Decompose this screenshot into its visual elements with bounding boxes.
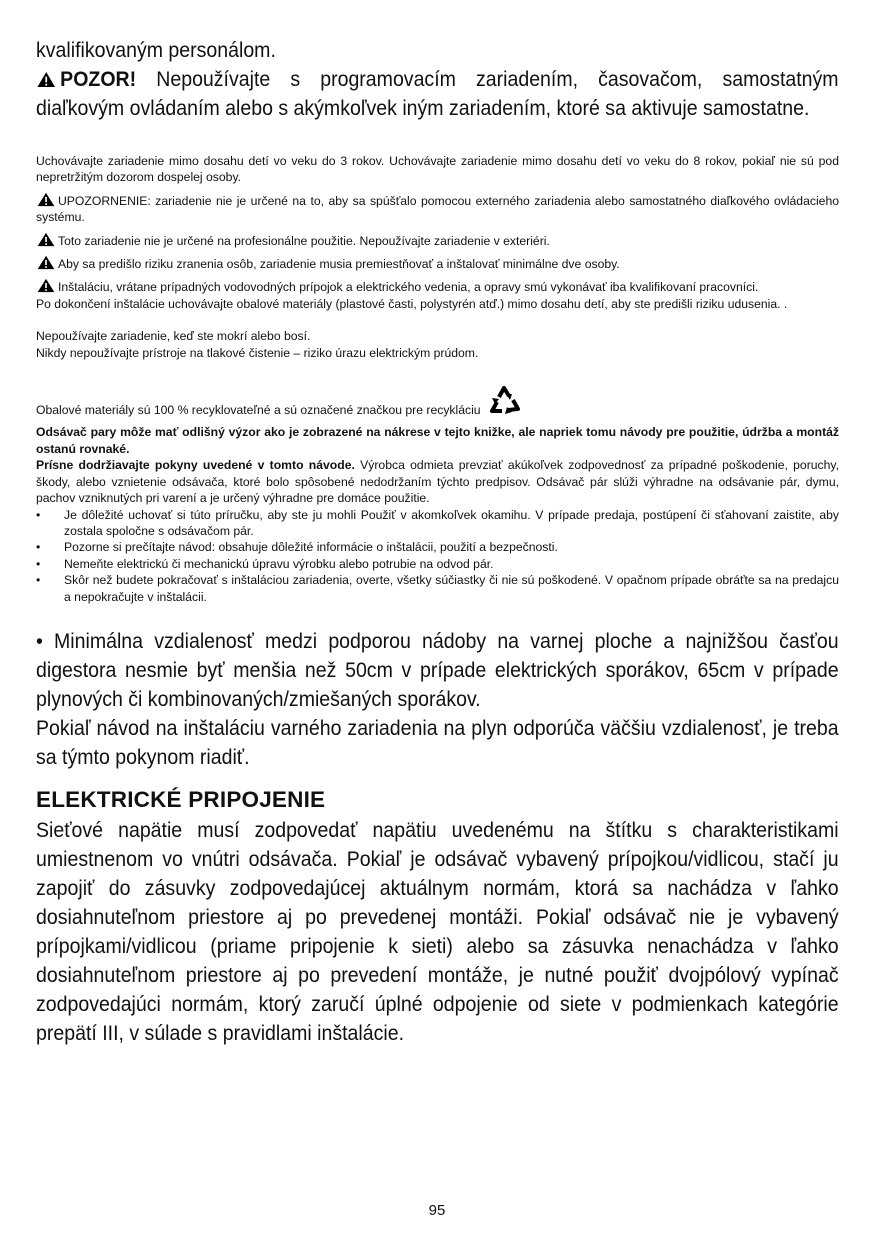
appearance-notice xyxy=(36,424,839,457)
appearance-notice-text: Odsávač pary môže mať odlišný výzor ako je zobrazené na nákrese v tejto knižke, ale napriek tomu návody pre použitie, údržba a montáž ostanú rovnaké. xyxy=(36,425,839,456)
instructions-notice-bold: Prísne dodržiavajte pokyny uvedené v tomto návode. xyxy=(36,458,355,473)
gas-distance-paragraph: Pokiaľ návod na inštaláciu varného zariadenia na plyn odporúča väčšiu vzdialenosť, je treba sa týmto pokynom riadiť. xyxy=(36,716,839,769)
warning-external-control xyxy=(36,192,839,226)
list-item-text: Skôr než budete pokračovať s inštaláciou zariadenia, overte, všetky súčiastky či nie sú poškodené. V opačnom prípade obráťte sa na predajcu a nepokračujte v inštalácii. xyxy=(64,573,839,604)
bullet-mark: • xyxy=(36,556,41,571)
warning-triangle-icon xyxy=(36,71,56,88)
electric-section xyxy=(36,816,839,1048)
list-item xyxy=(36,507,839,540)
distance-paragraph: • Minimálna vzdialenosť medzi podporou nádoby na varnej ploche a najnižšou časťou digestora nesmie byť menšia než 50cm v prípade elektrických sporákov, 65cm v prípade plynových či kombinovaných/zmiešaných sporákov. xyxy=(36,629,839,711)
intro-section xyxy=(36,36,839,123)
list-item-text: Je dôležité uchovať si túto príručku, aby ste ju mohli Použiť v akomkoľvek okamihu. V prípade predaja, postúpení či sťahovaní zaistite, aby zostala spoločne s odsávačom pár. xyxy=(64,507,839,538)
pressure-cleaning-paragraph: Nikdy nepoužívajte prístroje na tlakové čistenie – riziko úrazu elektrickým prúdom. xyxy=(36,345,479,360)
warning-triangle-icon xyxy=(36,278,56,293)
distance-section xyxy=(36,627,839,772)
warning-text: UPOZORNENIE: zariadenie nie je určené na to, aby sa spúšťalo pomocou externého zariadenia alebo samostatného diaľkového ovládacieho systému. xyxy=(36,193,839,225)
page-number: 95 xyxy=(428,1202,446,1219)
list-item-text: Pozorne si prečítajte návod: obsahuje dôležité informácie o inštalácii, použití a bezpečnosti. xyxy=(64,540,558,555)
list-item-text: Nemeňte elektrickú či mechanickú úpravu výrobku alebo potrubie na odvod pár. xyxy=(64,556,494,571)
warning-triangle-icon xyxy=(36,192,56,207)
list-item xyxy=(36,572,839,605)
recycle-icon xyxy=(485,383,525,417)
instructions-notice xyxy=(36,457,839,506)
list-item xyxy=(36,539,839,555)
warning-text: Inštaláciu, vrátane prípadných vodovodných prípojok a elektrického vedenia, a opravy smú vykonávať iba kvalifikovaní pracovníci. xyxy=(58,280,759,295)
bullet-mark: • xyxy=(36,507,41,522)
warning-professional-use xyxy=(36,232,839,249)
document-page xyxy=(36,36,839,1048)
children-paragraph: Uchovávajte zariadenie mimo dosahu detí vo veku do 3 rokov. Uchovávajte zariadenie mimo dosahu detí vo veku do 8 rokov, pokiaľ nie sú pod nepretržitým dozorom dospelej osoby. xyxy=(36,154,839,185)
warning-triangle-icon xyxy=(36,232,56,247)
warning-text: Toto zariadenie nie je určené na profesionálne použitie. Nepoužívajte zariadenie v exteriéri. xyxy=(58,233,550,248)
electric-paragraph: Sieťové napätie musí zodpovedať napätiu uvedenému na štítku s charakteristikami umiestnenom vo vnútri odsávača. Pokiaľ je odsávač vybavený prípojkou/vidlicou, stačí ju zapojiť do zásuvky zodpovedajúcej aktuálnym normám, ktorá sa nachádza v ľahko dosiahnuteľnom priestore aj po prevedenej montáži. Pokiaľ odsávač nie je vybavený prípojkami/vidlicou (priame pripojenie k sieti) alebo sa zásuvka nenachádza v ľahko dosiahnuteľnom priestore aj po prevedení montáže, je nutné použiť dvojpólový vypínač zodpovedajúci normám, ktorý zaručí úplné odpojenie od siete v podmienkach kategórie prepätí III, v súlade s pravidlami inštalácie. xyxy=(36,818,839,1045)
safety-section xyxy=(36,153,839,605)
bullet-mark: • xyxy=(36,573,41,588)
instructions-notice-text: Výrobca odmieta prevziať akúkoľvek zodpovednosť za prípadné poškodenie, poruchy, škody, alebo vznietenie odsávača, ktoré bolo spôsobené nedodržaním týchto predpisov. Odsávač pár slúži výhradne na odsávanie pár, dymu, pachov vzniknutých pri varení a je určený výhradne pre domáce použitie. xyxy=(36,458,839,506)
packaging-paragraph: Po dokončení inštalácie uchovávajte obalové materiály (plastové časti, polystyrén atď.) mimo dosahu detí, aby ste predišli riziku udusenia. . xyxy=(36,296,788,311)
warning-text: Aby sa predišlo riziku zranenia osôb, zariadenie musia premiestňovať a inštalovať minimálne dve osoby. xyxy=(58,257,620,272)
pozor-text: Nepoužívajte s programovacím zariadením, časovačom, samostatným diaľkovým ovládaním alebo s akýmkoľvek iným zariadením, ktoré sa aktivuje samostatne. xyxy=(36,68,839,120)
recycle-text: Obalové materiály sú 100 % recyklovateľné a sú označené značkou pre recykláciu xyxy=(36,403,481,418)
warning-qualified-installation xyxy=(36,278,839,295)
list-item xyxy=(36,556,839,572)
section-heading: ELEKTRICKÉ PRIPOJENIE xyxy=(36,786,326,812)
pozor-label: POZOR! xyxy=(60,68,137,91)
recycle-paragraph xyxy=(36,383,839,418)
notice-bullet-list xyxy=(36,507,839,605)
intro-line: kvalifikovaným personálom. xyxy=(36,39,276,62)
bullet-mark: • xyxy=(36,540,41,555)
warning-two-persons xyxy=(36,255,839,272)
pozor-warning xyxy=(36,65,839,123)
wet-paragraph: Nepoužívajte zariadenie, keď ste mokrí alebo bosí. xyxy=(36,329,311,344)
warning-triangle-icon xyxy=(36,255,56,270)
